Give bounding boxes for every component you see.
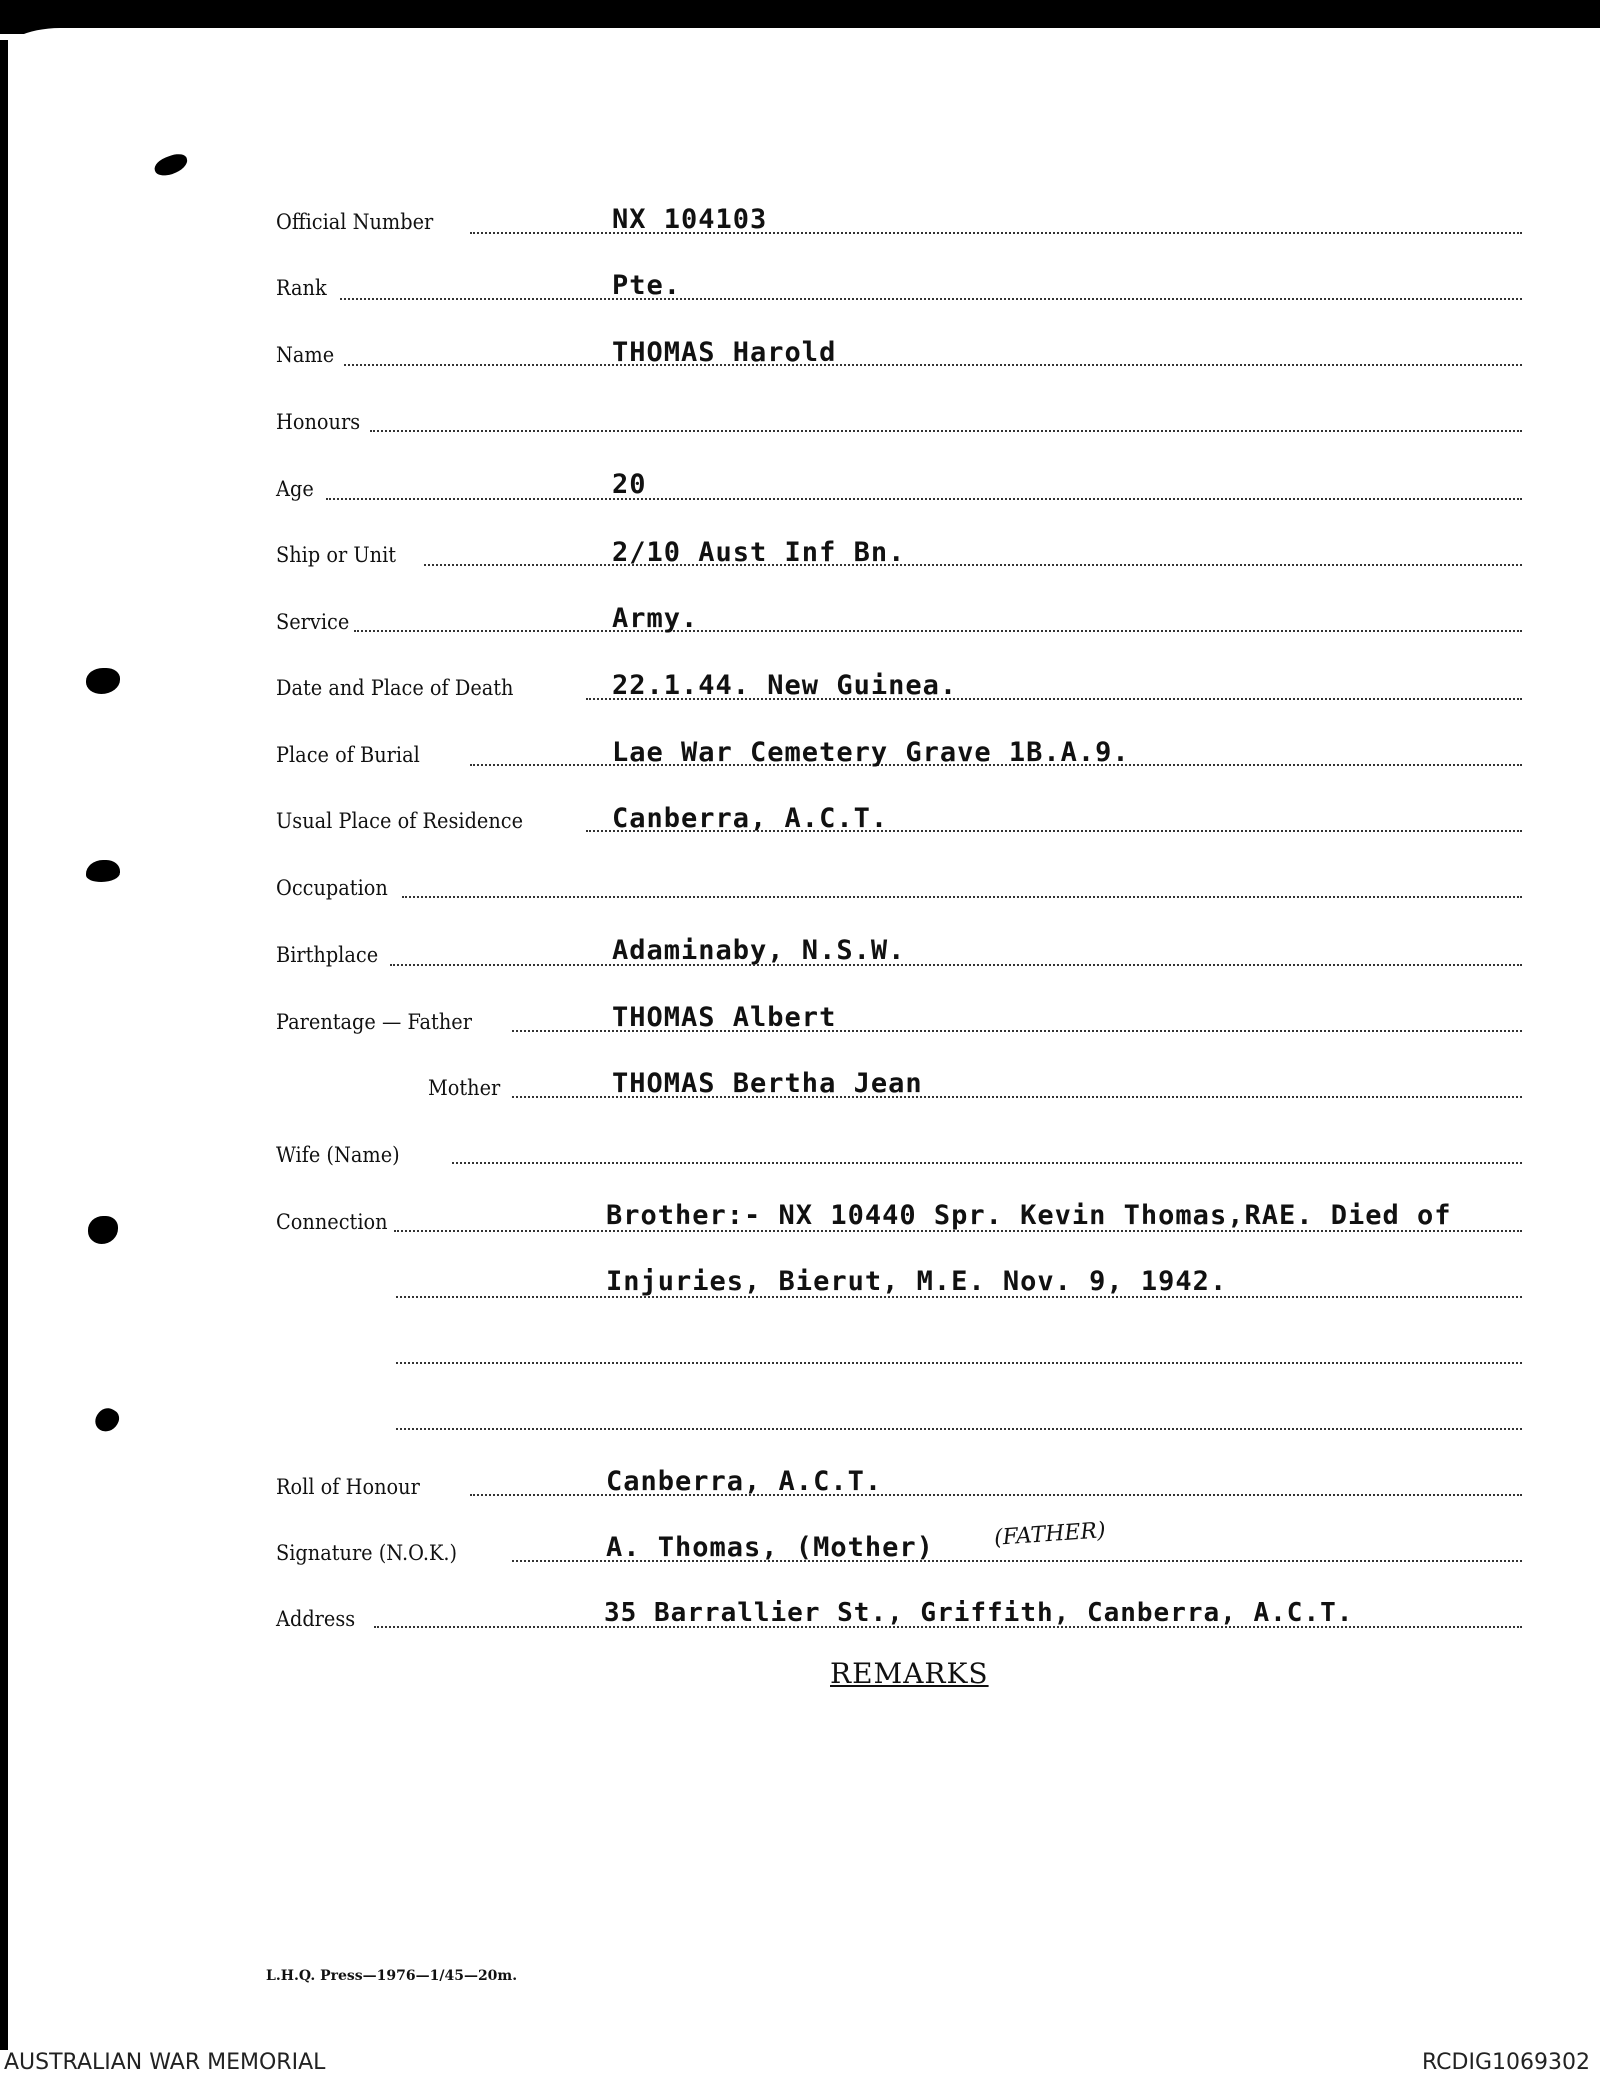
name-label: Name	[276, 343, 335, 367]
address-value: 35 Barrallier St., Griffith, Canberra, A.C.T.	[604, 1598, 1354, 1628]
remarks-heading: REMARKS	[830, 1657, 989, 1690]
address-label: Address	[276, 1607, 356, 1631]
place-of-burial-label: Place of Burial	[276, 743, 420, 767]
occupation-label: Occupation	[276, 876, 388, 900]
punch-hole-mark	[86, 668, 120, 694]
service-value: Army.	[612, 603, 699, 634]
ship-or-unit-dotted-line	[424, 564, 1522, 566]
connection-dotted-line-4	[396, 1428, 1522, 1430]
birthplace-value: Adaminaby, N.S.W.	[612, 935, 906, 966]
scan-left-edge	[0, 40, 8, 2050]
age-dotted-line	[326, 498, 1522, 500]
print-code: L.H.Q. Press—1976—1/45—20m.	[266, 1968, 518, 1984]
honours-dotted-line	[370, 430, 1522, 432]
name-dotted-line	[344, 364, 1522, 366]
usual-residence-value: Canberra, A.C.T.	[612, 803, 889, 834]
name-value: THOMAS Harold	[612, 337, 837, 368]
date-place-death-label: Date and Place of Death	[276, 676, 514, 700]
date-place-death-value: 22.1.44. New Guinea.	[612, 670, 958, 701]
connection-value-line-1: Brother:- NX 10440 Spr. Kevin Thomas,RAE. Died of	[606, 1200, 1452, 1231]
age-value: 20	[612, 469, 647, 500]
connection-value-line-2: Injuries, Bierut, M.E. Nov. 9, 1942.	[606, 1266, 1228, 1297]
honours-label: Honours	[276, 410, 361, 434]
father-label: Parentage — Father	[276, 1010, 472, 1034]
rank-dotted-line	[340, 298, 1522, 300]
punch-hole-mark	[152, 151, 190, 179]
punch-hole-mark	[88, 1216, 118, 1244]
archive-name: AUSTRALIAN WAR MEMORIAL	[4, 2050, 326, 2075]
scan-top-edge	[0, 0, 1600, 34]
ship-or-unit-label: Ship or Unit	[276, 543, 397, 567]
archive-id: RCDIG1069302	[1421, 2050, 1590, 2075]
birthplace-dotted-line	[390, 964, 1522, 966]
ship-or-unit-value: 2/10 Aust Inf Bn.	[612, 537, 906, 568]
signature-label: Signature (N.O.K.)	[276, 1541, 458, 1565]
roll-of-honour-label: Roll of Honour	[276, 1475, 420, 1499]
place-of-burial-value: Lae War Cemetery Grave 1B.A.9.	[612, 737, 1130, 768]
official-number-label: Official Number	[276, 210, 434, 234]
mother-value: THOMAS Bertha Jean	[612, 1068, 923, 1099]
wife-dotted-line	[452, 1162, 1522, 1164]
age-label: Age	[276, 477, 314, 501]
official-number-value: NX 104103	[612, 204, 768, 235]
father-value: THOMAS Albert	[612, 1002, 837, 1033]
usual-residence-label: Usual Place of Residence	[276, 809, 524, 833]
punch-hole-mark	[86, 860, 120, 888]
connection-dotted-line-3	[396, 1362, 1522, 1364]
rank-label: Rank	[276, 276, 327, 300]
connection-label: Connection	[276, 1210, 388, 1234]
signature-handwritten-annotation: (FATHER)	[993, 1518, 1107, 1551]
service-label: Service	[276, 610, 350, 634]
roll-of-honour-value: Canberra, A.C.T.	[606, 1466, 883, 1497]
service-dotted-line	[354, 630, 1522, 632]
birthplace-label: Birthplace	[276, 943, 379, 967]
signature-value: A. Thomas, (Mother)	[606, 1532, 934, 1563]
occupation-dotted-line	[402, 896, 1522, 898]
mother-label: Mother	[428, 1076, 501, 1100]
wife-label: Wife (Name)	[276, 1143, 400, 1167]
rank-value: Pte.	[612, 270, 682, 301]
punch-hole-mark	[91, 1404, 122, 1436]
